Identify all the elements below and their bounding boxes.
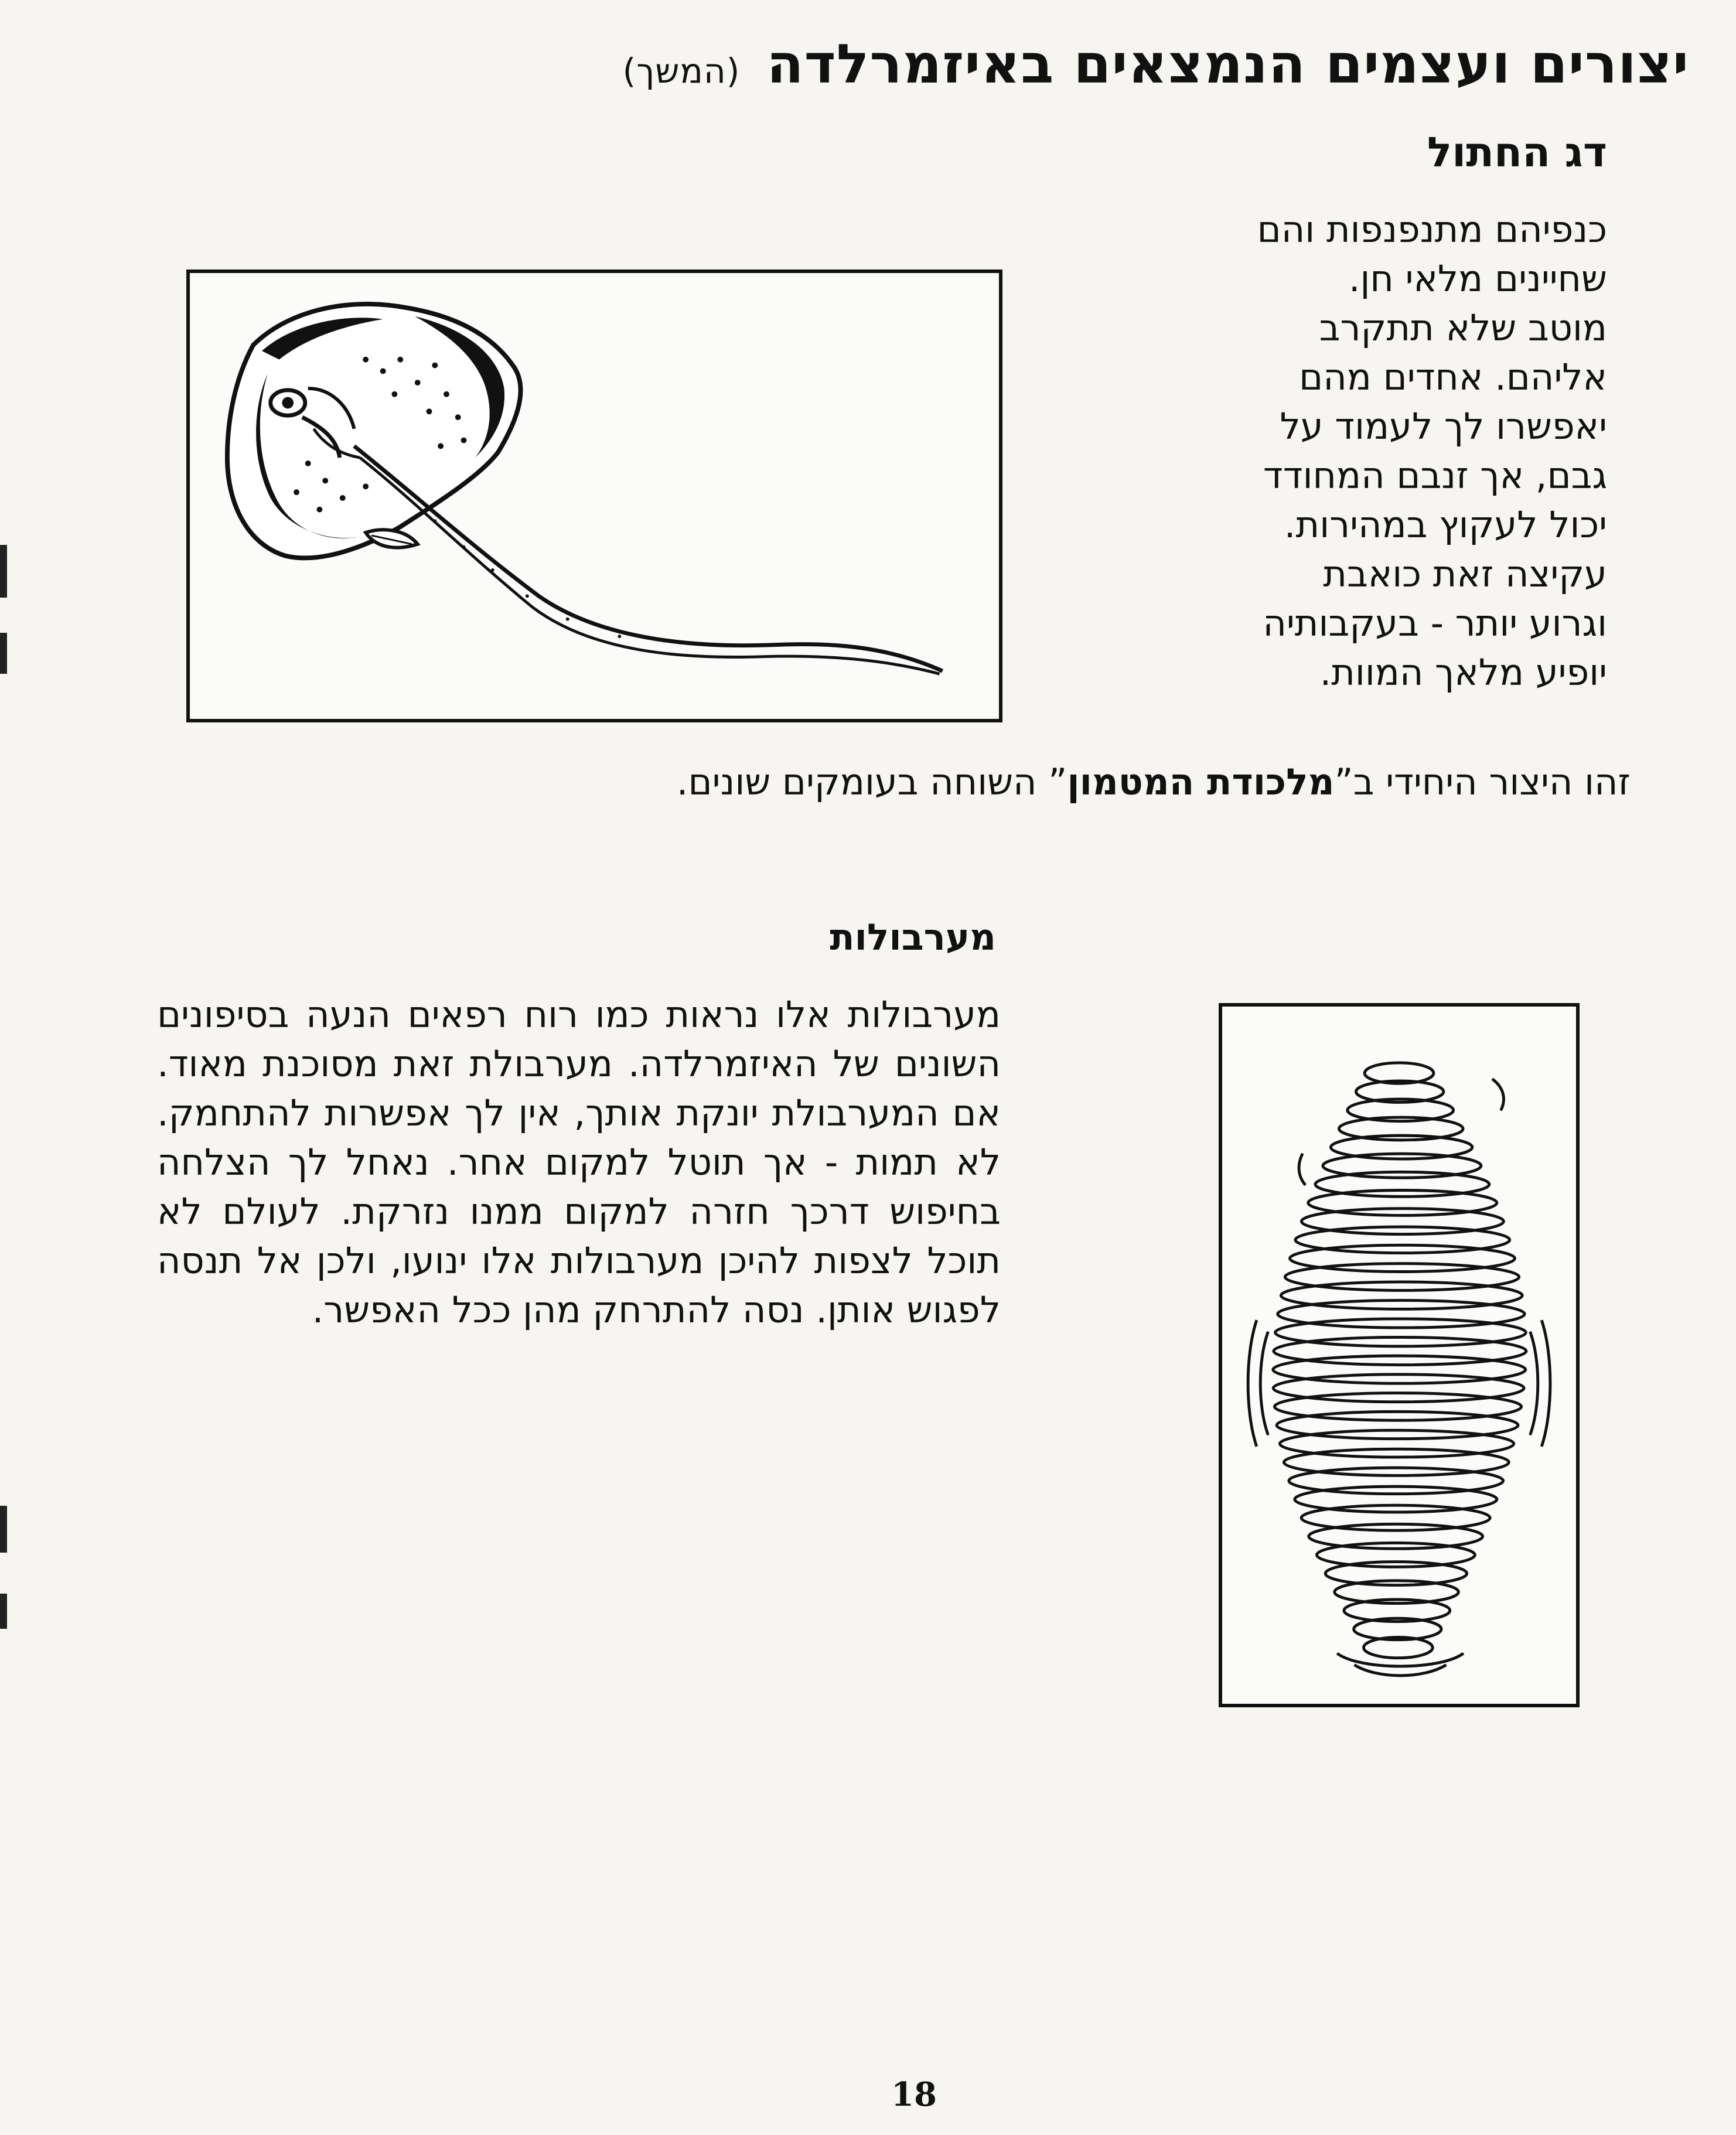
stingray-line: יופיע מלאך המוות. (1319, 651, 1607, 694)
binding-mark (0, 545, 7, 598)
whirlpool-drawing (1222, 1007, 1576, 1704)
page-title (224, 29, 1689, 106)
stingray-line: עקיצה זאת כואבת (1323, 552, 1607, 595)
motion-arc (1260, 1332, 1268, 1435)
stingray-heading: דג החתול (1427, 128, 1607, 176)
stingray-illustration (186, 270, 1002, 722)
stingray-line: וגרוע יותר - בעקבותיה (1263, 602, 1607, 644)
motion-arc (1530, 1332, 1538, 1435)
whirl-ring (1317, 1543, 1475, 1567)
stingray-line: אליהם. אחדים מהם (1299, 356, 1607, 398)
stingray-description (1138, 205, 1607, 697)
whirlpools-heading: מערבולות (830, 916, 996, 959)
whirlpools-description: מערבולות אלו נראות כמו רוח רפאים הנעה בסיפונים השונים של האיזמרלדה. מערבולת זאת מסוכנת מאוד. אם המערבולת יונקת אותך, אין לך אפשרות להתחמק. לא תמות - אך תוטל למקום אחר. נאחל לך הצלחה בחיפוש דרכך חזרה למקום ממנו נזרקת. לעולם לא תוכל לצפות להיכן מערבולות אלו ינועו, ולכן אל תנסה לפגוש אותן. נסה להתרחק מהן ככל האפשר. (157, 993, 1001, 1331)
stingray-line: כנפיהם מתנפנפות והם (1257, 208, 1607, 251)
binding-mark (0, 1506, 7, 1553)
page-title-continued: (המשך) (622, 51, 741, 91)
stingray-line: גבם, אך זנבם המחודד (1263, 454, 1607, 497)
whirlpool-illustration (1219, 1003, 1580, 1707)
motion-arc (1541, 1320, 1550, 1447)
stingray-line: יאפשרו לך לעמוד על (1280, 405, 1607, 448)
summary-after: ” השוחה בעומקים שונים. (676, 760, 1067, 803)
motion-arc (1299, 1154, 1305, 1185)
binding-mark (0, 1594, 7, 1629)
summary-before: זהו היצור היחידי ב” (1334, 760, 1631, 803)
stingray-line: מוטב שלא תתקרב (1319, 306, 1607, 349)
binding-mark (0, 633, 7, 674)
page-number: 18 (891, 2075, 937, 2114)
motion-arc (1492, 1079, 1504, 1110)
stingray-line: יכול לעקוץ במהירות. (1284, 503, 1607, 546)
page-title-text: יצורים ועצמים הנמצאים באיזמרלדה (766, 33, 1689, 96)
stingray-summary (283, 756, 1631, 809)
summary-bold-title: מלכודת המטמון (1067, 760, 1335, 803)
whirl-ring (1309, 1524, 1483, 1549)
motion-arc (1248, 1320, 1257, 1447)
whirl-ring (1301, 1505, 1490, 1530)
stingray-line: שחיינים מלאי חן. (1348, 257, 1607, 300)
